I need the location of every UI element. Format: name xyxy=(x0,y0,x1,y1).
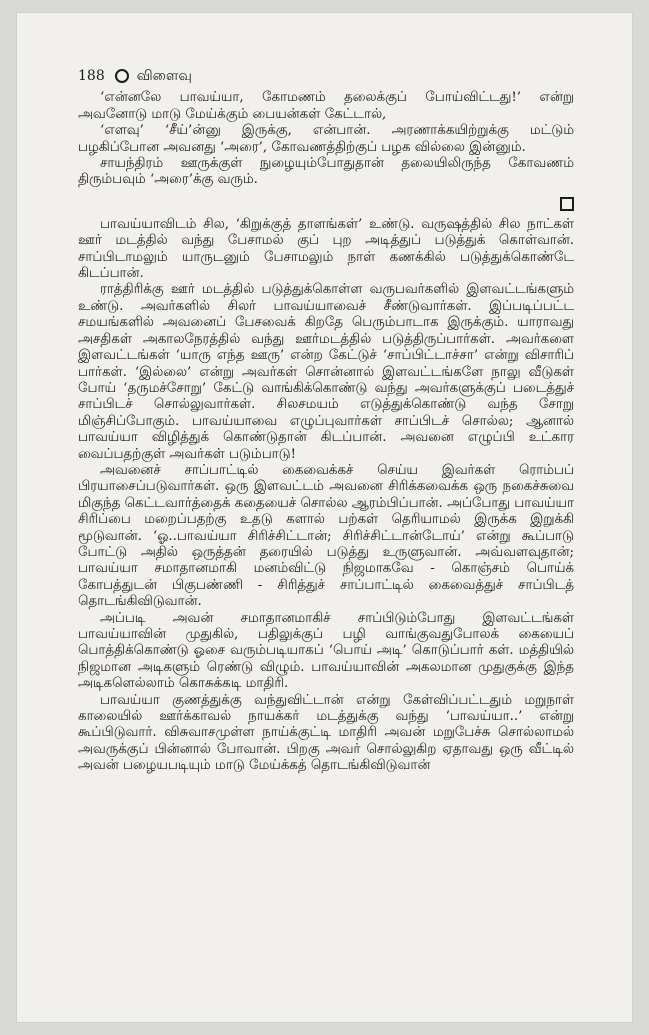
square-section-mark-icon xyxy=(560,197,574,211)
page-header xyxy=(78,68,574,84)
circle-ornament-icon xyxy=(115,69,129,83)
page-content xyxy=(78,68,574,775)
paragraph: சாயந்திரம் ஊருக்குள் நுழையும்போதுதான் தலையிலிருந்த கோவணம் திரும்பவும் ‘அரை’க்கு வரும். xyxy=(78,156,574,188)
book-page xyxy=(16,12,633,1023)
chapter-title: விளைவு xyxy=(136,68,192,84)
paragraph: அவனைச் சாப்பாட்டில் கைவைக்கச் செய்ய இவர்கள் ரொம்பப் பிரயாசைப்படுவார்கள். ஒரு இளவட்டம் அவனை சிரிக்கவைக்க ஒரு நகைச்சுவை மிகுந்த கெட்டவார்த்தைக் கதையைச் சொல்ல ஆரம்பிப்பான். அப்போது பாவய்யா சிரிப்பை மறைப்பதற்கு உதடு களால் பற்கள் தெரியாமல் இருக்க இறுக்கி மூடுவான். ‘ஓ..பாவய்யா சிரிச்சிட்டான்; சிரிச்சிட்டான்டோய்’ என்று கூப்பாடு போட்டு அதில் ஒருத்தன் தரையில் படுத்து உருளுவான். அவ்வளவுதான்; பாவய்யா சமாதானமாகி மனம்விட்டு நிஜமாகவே - கொஞ்சம் பொய்க் கோபத்துடன் பிகுபண்ணி - சிரித்துச் சாப்பாட்டில் கைவைத்துச் சாப்பிடத் தொடங்கிவிடுவான். xyxy=(78,462,574,610)
paragraph: ‘எளவு’ ‘சீய்’ன்னு இருக்கு, என்பான். அரணாக்கயிற்றுக்கு மட்டும் பழகிப்போன அவனது ‘அரை’, கோவணத்திற்குப் பழக வில்லை இன்னும். xyxy=(78,123,574,155)
paragraph: அப்படி அவன் சமாதானமாகிச் சாப்பிடும்போது இளவட்டங்கள் பாவய்யாவின் முதுகில், பதிலுக்குப் பழி வாங்குவதுபோலக் கையைப் பொத்திக்கொண்டு ஓசை வரும்படியாகப் ‘பொய் அடி’ கொடுப்பார் கள். மத்தியில் நிஜமான அடிகளும் ரெண்டு விழும். பாவய்யாவின் அகலமான முதுகுக்கு இந்த அடிகளெல்லாம் கொசுக்கடி மாதிரி. xyxy=(78,610,574,692)
paragraph: ‘என்னலே பாவய்யா, கோமணம் தலைக்குப் போய்விட்டது!’ என்று அவனோடு மாடு மேய்க்கும் பையன்கள் கேட்டால், xyxy=(78,90,574,122)
paragraph: பாவய்யா குணத்துக்கு வந்துவிட்டான் என்று கேள்விப்பட்டதும் மறுநாள் காலையில் ஊர்க்காவல் நாயக்கர் மடத்துக்கு வந்து ‘பாவய்யா..’ என்று கூப்பிடுவார். விசுவாசமுள்ள நாய்க்குட்டி மாதிரி அவன் மறுபேச்சு சொல்லாமல் அவருக்குப் பின்னால் போவான். பிறகு அவர் சொல்லுகிற ஏதாவது ஒரு வீட்டில் அவன் பழையபடியும் மாடு மேய்க்கத் தொடங்கிவிடுவான் xyxy=(78,692,574,774)
paragraph: ராத்திரிக்கு ஊர் மடத்தில் படுத்துக்கொள்ள வருபவர்களில் இளவட்டங்களும் உண்டு. அவர்களில் சிலர் பாவய்யாவைச் சீண்டுவார்கள். இப்படிப்பட்ட சமயங்களில் அவனைப் பேசவைக் கிறதே பெரும்பாடாக இருக்கும். யாராவது அசதிகள் அகாலநேரத்தில் வந்து ஊர்மடத்தில் படுத்திருப்பார்கள். அவர்களை இளவட்டங்கள் ‘யாரு எந்த ஊரு’ என்ற கேட்டுச் ‘சாப்பிட்டாச்சா’ என்று விசாரிப் பார்கள். ‘இல்லை’ என்று அவர்கள் சொன்னால் இளவட்டங்களே நாலு வீடுகள் போய் ‘தருமச்சோறு’ கேட்டு வாங்கிக்கொண்டு வந்து அவர்களுக்குப் படைத்துச் சாப்பிடச் சொல்லுவார்கள். சிலசமயம் எடுத்துக்கொண்டு வந்த சோறு மிஞ்சிப்போகும். பாவய்யாவை எழுப்புவார்கள் சாப்பிடச் சொல்ல; ஆனால் பாவய்யா விழித்துக் கொண்டுதான் கிடப்பான். அவனை எழுப்பி உட்கார வைப்பதற்குள் அவர்கள் படும்பாடு! xyxy=(78,282,574,462)
section-break xyxy=(78,197,574,211)
page-number: 188 xyxy=(78,68,105,84)
paragraph: பாவய்யாவிடம் சில, ‘கிறுக்குத் தாளங்கள்’ உண்டு. வருஷத்தில் சில நாட்கள் ஊர் மடத்தில் வந்து பேசாமல் குப் புற அடித்துப் படுத்துக் கொள்வான். சாப்பிடாமலும் யாருடனும் பேசாமலும் நாள் கணக்கில் படுத்துக்கொண்டே கிடப்பான். xyxy=(78,216,574,282)
